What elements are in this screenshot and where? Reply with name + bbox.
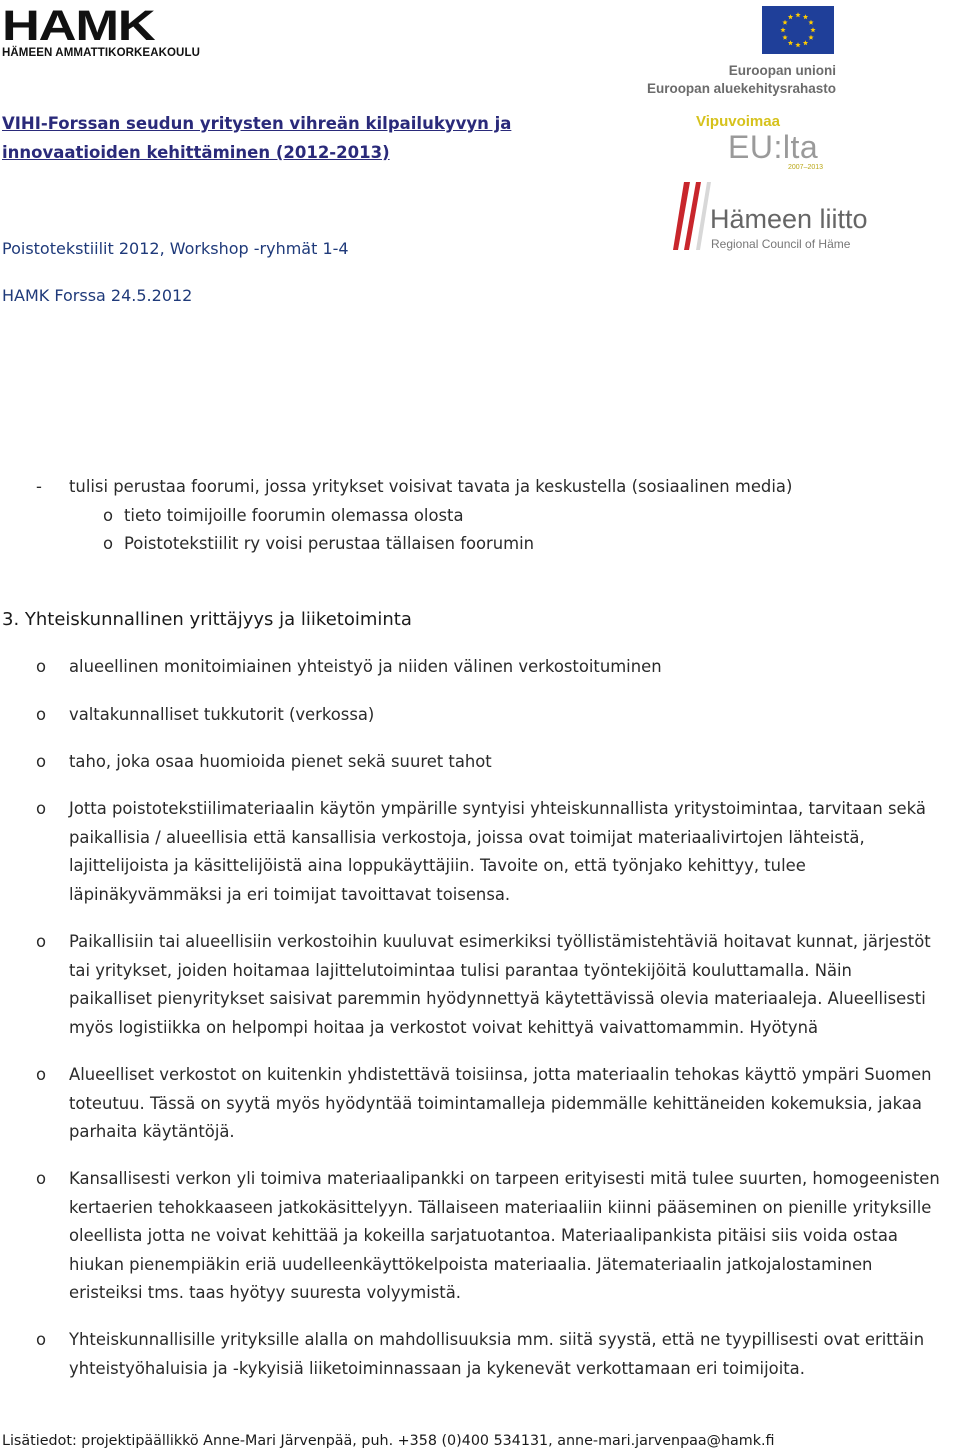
list-item-line: lajittelijoista ja käsittelijöistä aina loppukäyttäjiin. Tavoite on, että työnjako kehittyy, tulee [69, 856, 806, 875]
list-bullet: o [36, 1169, 47, 1188]
list-item-line: läpinäkyvämmäksi ja eri toimijat tavoittavat toisensa. [69, 884, 511, 904]
list-item-line: oleellista jotta ne voivat kehittää ja kokeilla sarjatuotantoa. Materiaalipankista pitäisi siis voida ostaa [69, 1226, 898, 1245]
list-item-line: paikallisia / alueellisia että kansallisia verkostoja, joissa ovat toimijat materiaalivirtojen lähteistä, [69, 827, 865, 847]
eu-logo-line1: Euroopan unioni [728, 63, 836, 78]
hamk-logo-wordmark: HAMK [2, 2, 155, 50]
list-item-line: alueellinen monitoimiainen yhteistyö ja niiden välinen verkostoituminen [69, 657, 662, 676]
eu-flag-icon [762, 6, 834, 54]
eu-star-icon [803, 14, 808, 19]
document-subtitle: Poistotekstiilit 2012, Workshop -ryhmät 1-4 [2, 239, 349, 258]
list-item-line: eristeiksi tms. taas hyötyy suuresta volyymistä. [69, 1283, 461, 1302]
eu-star-icon [795, 42, 800, 47]
eu-logo-text [640, 62, 836, 98]
list-item-line: tai yritykset, joiden hoitamaa lajittelutoimintaa tulisi parantaa työntekijöitä kouluttamalla. Näin [69, 960, 852, 980]
list-item-line: kertaerien tehokkaaseen jatkokäsittelyyn. Tällaiseen materiaaliin kiinni pääseminen on pienille yrityksille [69, 1197, 932, 1217]
intro-item: tulisi perustaa foorumi, jossa yritykset voisivat tavata ja keskustella (sosiaalinen media) [69, 477, 793, 496]
list-bullet: o [36, 705, 47, 724]
hamk-logo-subtitle: HÄMEEN AMMATTIKORKEAKOULU [2, 47, 200, 59]
list-item-line: yhteistyöhaluisia ja -kykyisiä liiketoiminnassaan ja kykenevät verkottamaan eri toimijoita. [69, 1358, 805, 1378]
list-item-line: Alueelliset verkostot on kuitenkin yhdistettävä toisiinsa, jotta materiaalin tehokas käyttö ympäri Suomen [69, 1065, 932, 1084]
eu-stars-icon [762, 6, 834, 54]
list-item-line: Yhteiskunnallisille yrityksille alalla on mahdollisuuksia mm. siitä syystä, että ne tyypillisesti ovat erittäin [69, 1330, 925, 1349]
eu-star-icon [808, 20, 813, 25]
list-item-line: taho, joka osaa huomioida pienet sekä suuret tahot [69, 752, 492, 771]
document-title-line-1: VIHI-Forssan seudun yritysten vihreän kilpailukyvyn ja [2, 114, 512, 133]
list-item-line: Paikallisiin tai alueellisiin verkostoihin kuuluvat esimerkiksi työllistämistehtäviä hoitavat kunnat, järjestöt [69, 932, 931, 951]
list-bullet: o [36, 657, 47, 676]
section-heading: 3. Yhteiskunnallinen yrittäjyys ja liiketoiminta [2, 609, 412, 630]
list-bullet: o [36, 752, 47, 771]
sub-bullet: o [103, 506, 114, 525]
hameen-liitto-name: Hämeen liitto [710, 204, 868, 234]
eu-star-icon [780, 27, 785, 32]
eu-star-icon [782, 20, 787, 25]
eu-star-icon [788, 14, 793, 19]
sub-bullet: o [103, 534, 114, 553]
hamk-logo [2, 2, 202, 60]
eu-star-icon [788, 40, 793, 45]
list-item-line: parhaita käytäntöjä. [69, 1122, 235, 1141]
intro-subitem: tieto toimijoille foorumin olemassa olosta [124, 506, 464, 525]
eu-logo-line2: Euroopan aluekehitysrahasto [646, 81, 836, 96]
list-item-line: Jotta poistotekstiilimateriaalin käytön ympärille syntyisi yhteiskunnallista yritystoimintaa, tarvitaan sekä [69, 799, 926, 818]
list-bullet: o [36, 1065, 47, 1084]
hameen-liitto-subtitle: Regional Council of Häme [711, 237, 851, 251]
list-item-line: hiukan pienempiäkin eriä uudelleenkäyttökelpoista materiaalia. Jätemateriaalin jatkojalostaminen [69, 1254, 873, 1274]
document-title-line-2: innovaatioiden kehittäminen (2012-2013) [2, 143, 390, 162]
eu-star-icon [795, 12, 800, 17]
eulta-years: 2007–2013 [788, 164, 824, 171]
list-item-line: paikalliset pienyritykset saisivat paremmin hyödynnettyä käytettävissä olevia materiaaleja. Alueellisesti [69, 989, 926, 1008]
eu-star-icon [803, 40, 808, 45]
list-item-line: Kansallisesti verkon yli toimiva materiaalipankki on tarpeen erityisesti mitä tulee suurten, homogeenisten [69, 1169, 940, 1188]
vipuvoimaa-label: Vipuvoimaa [696, 113, 780, 130]
eu-star-icon [782, 35, 787, 40]
list-bullet: o [36, 932, 47, 951]
hameen-liitto-mark-icon [672, 178, 712, 254]
list-bullet: o [36, 1330, 47, 1349]
list-item-line: valtakunnalliset tukkutorit (verkossa) [69, 705, 375, 724]
list-item-line: myös logistiikka on helpompi hoitaa ja verkostot voivat kehittyä vaivattomammin. Hyötynä [69, 1017, 819, 1037]
dash-bullet: - [36, 477, 42, 496]
footer-contact: Lisätiedot: projektipäällikkö Anne-Mari Järvenpää, puh. +358 (0)400 534131, anne-mari.jarvenpaa@hamk.fi [2, 1433, 775, 1449]
intro-subitem: Poistotekstiilit ry voisi perustaa tällaisen foorumin [124, 534, 535, 553]
document-place-date: HAMK Forssa 24.5.2012 [2, 286, 193, 305]
eu-star-icon [810, 27, 815, 32]
list-bullet: o [36, 799, 47, 818]
list-item-line: toteutuu. Tässä on syytä myös hyödyntää toimintamalleja pidemmälle kehittäneiden kokemuksia, jakaa [69, 1093, 922, 1113]
eu-star-icon [808, 35, 813, 40]
eulta-label: EU:lta [728, 129, 819, 165]
